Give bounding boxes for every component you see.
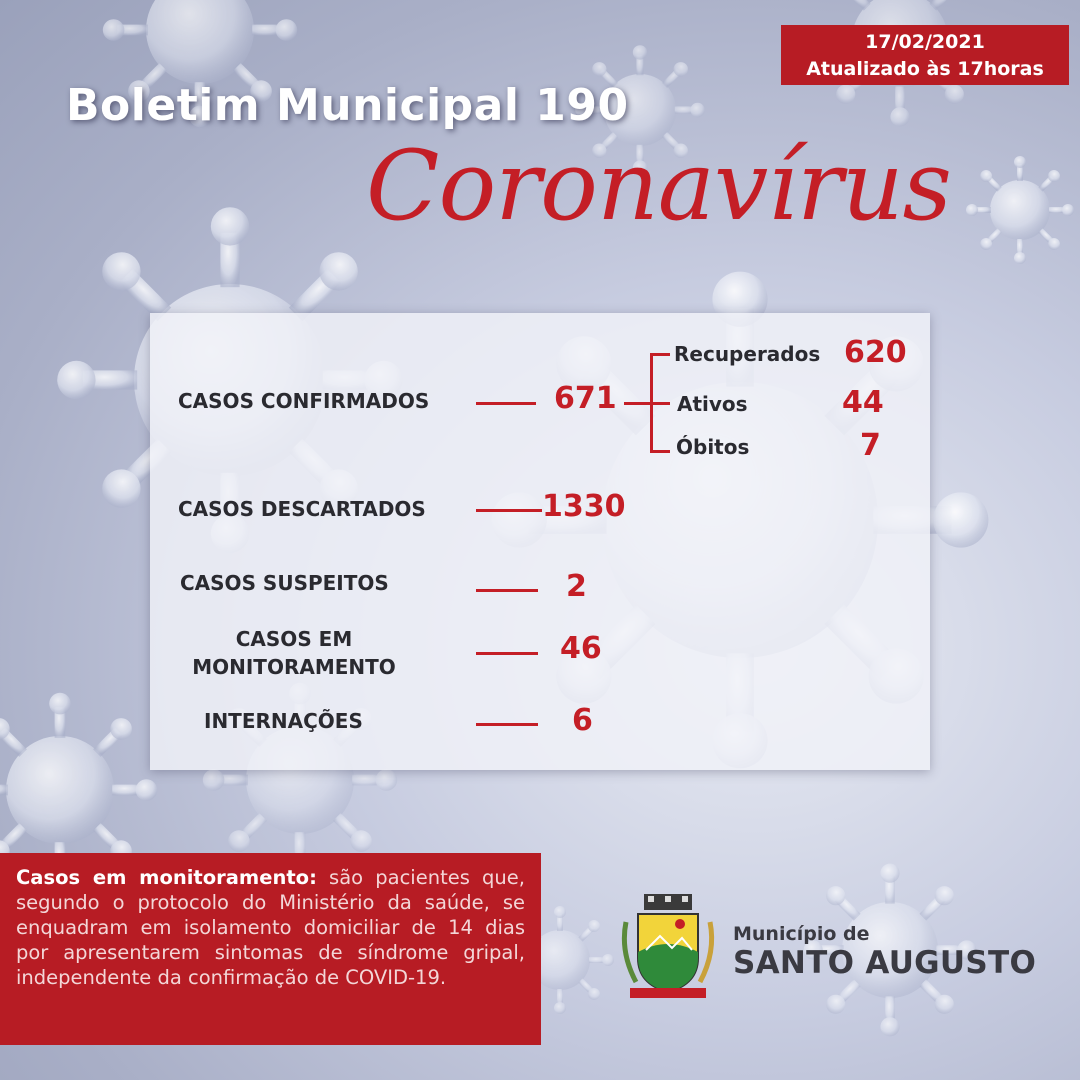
hospital-value: 6: [572, 703, 593, 738]
confirmed-label: CASOS CONFIRMADOS: [178, 389, 430, 413]
branch-mid: [650, 402, 670, 405]
discarded-connector: [476, 509, 542, 512]
hospital-label: INTERNAÇÕES: [204, 709, 363, 733]
recovered-value: 620: [844, 335, 907, 370]
monitoring-connector: [476, 652, 538, 655]
stats-panel: [150, 313, 930, 770]
note-term: Casos em monitoramento:: [16, 866, 317, 889]
recovered-label: Recuperados: [674, 342, 821, 366]
monitoring-label-line2: MONITORAMENTO: [192, 655, 396, 679]
date-banner: [781, 25, 1069, 85]
branch-connector: [624, 402, 650, 405]
municipal-crest-icon: [616, 892, 720, 1004]
bulletin-title: Boletim Municipal 190: [66, 80, 629, 131]
note-text: são pacientes que, segundo o protocolo do Ministério da saúde, se enquadram em isolamento domiciliar de 14 dias por apresentarem sintomas de síndrome gripal, independente da confirmação de COVID-19.: [16, 866, 525, 989]
monitoring-value: 46: [560, 631, 602, 666]
hospital-connector: [476, 723, 538, 726]
municipio-name: SANTO AUGUSTO: [733, 945, 1037, 981]
monitoring-label-line1: CASOS EM: [235, 627, 353, 651]
discarded-value: 1330: [542, 489, 626, 524]
monitoring-note: [0, 853, 541, 1045]
suspected-connector: [476, 589, 538, 592]
suspected-value: 2: [566, 569, 587, 604]
branch-bottom: [650, 450, 670, 453]
discarded-label: CASOS DESCARTADOS: [178, 497, 426, 521]
date-text: 17/02/2021: [865, 31, 985, 53]
updated-text: Atualizado às 17horas: [806, 58, 1044, 80]
deaths-label: Óbitos: [676, 435, 750, 459]
active-label: Ativos: [677, 392, 748, 416]
branch-top: [650, 353, 670, 356]
deaths-value: 7: [860, 428, 881, 463]
confirmed-value: 671: [554, 381, 617, 416]
suspected-label: CASOS SUSPEITOS: [180, 571, 389, 595]
active-value: 44: [842, 385, 884, 420]
monitoring-label: [178, 625, 410, 681]
municipio-label: Município de: [733, 923, 870, 945]
coronavirus-heading: Coronavírus: [366, 130, 951, 242]
confirmed-connector: [476, 402, 536, 405]
